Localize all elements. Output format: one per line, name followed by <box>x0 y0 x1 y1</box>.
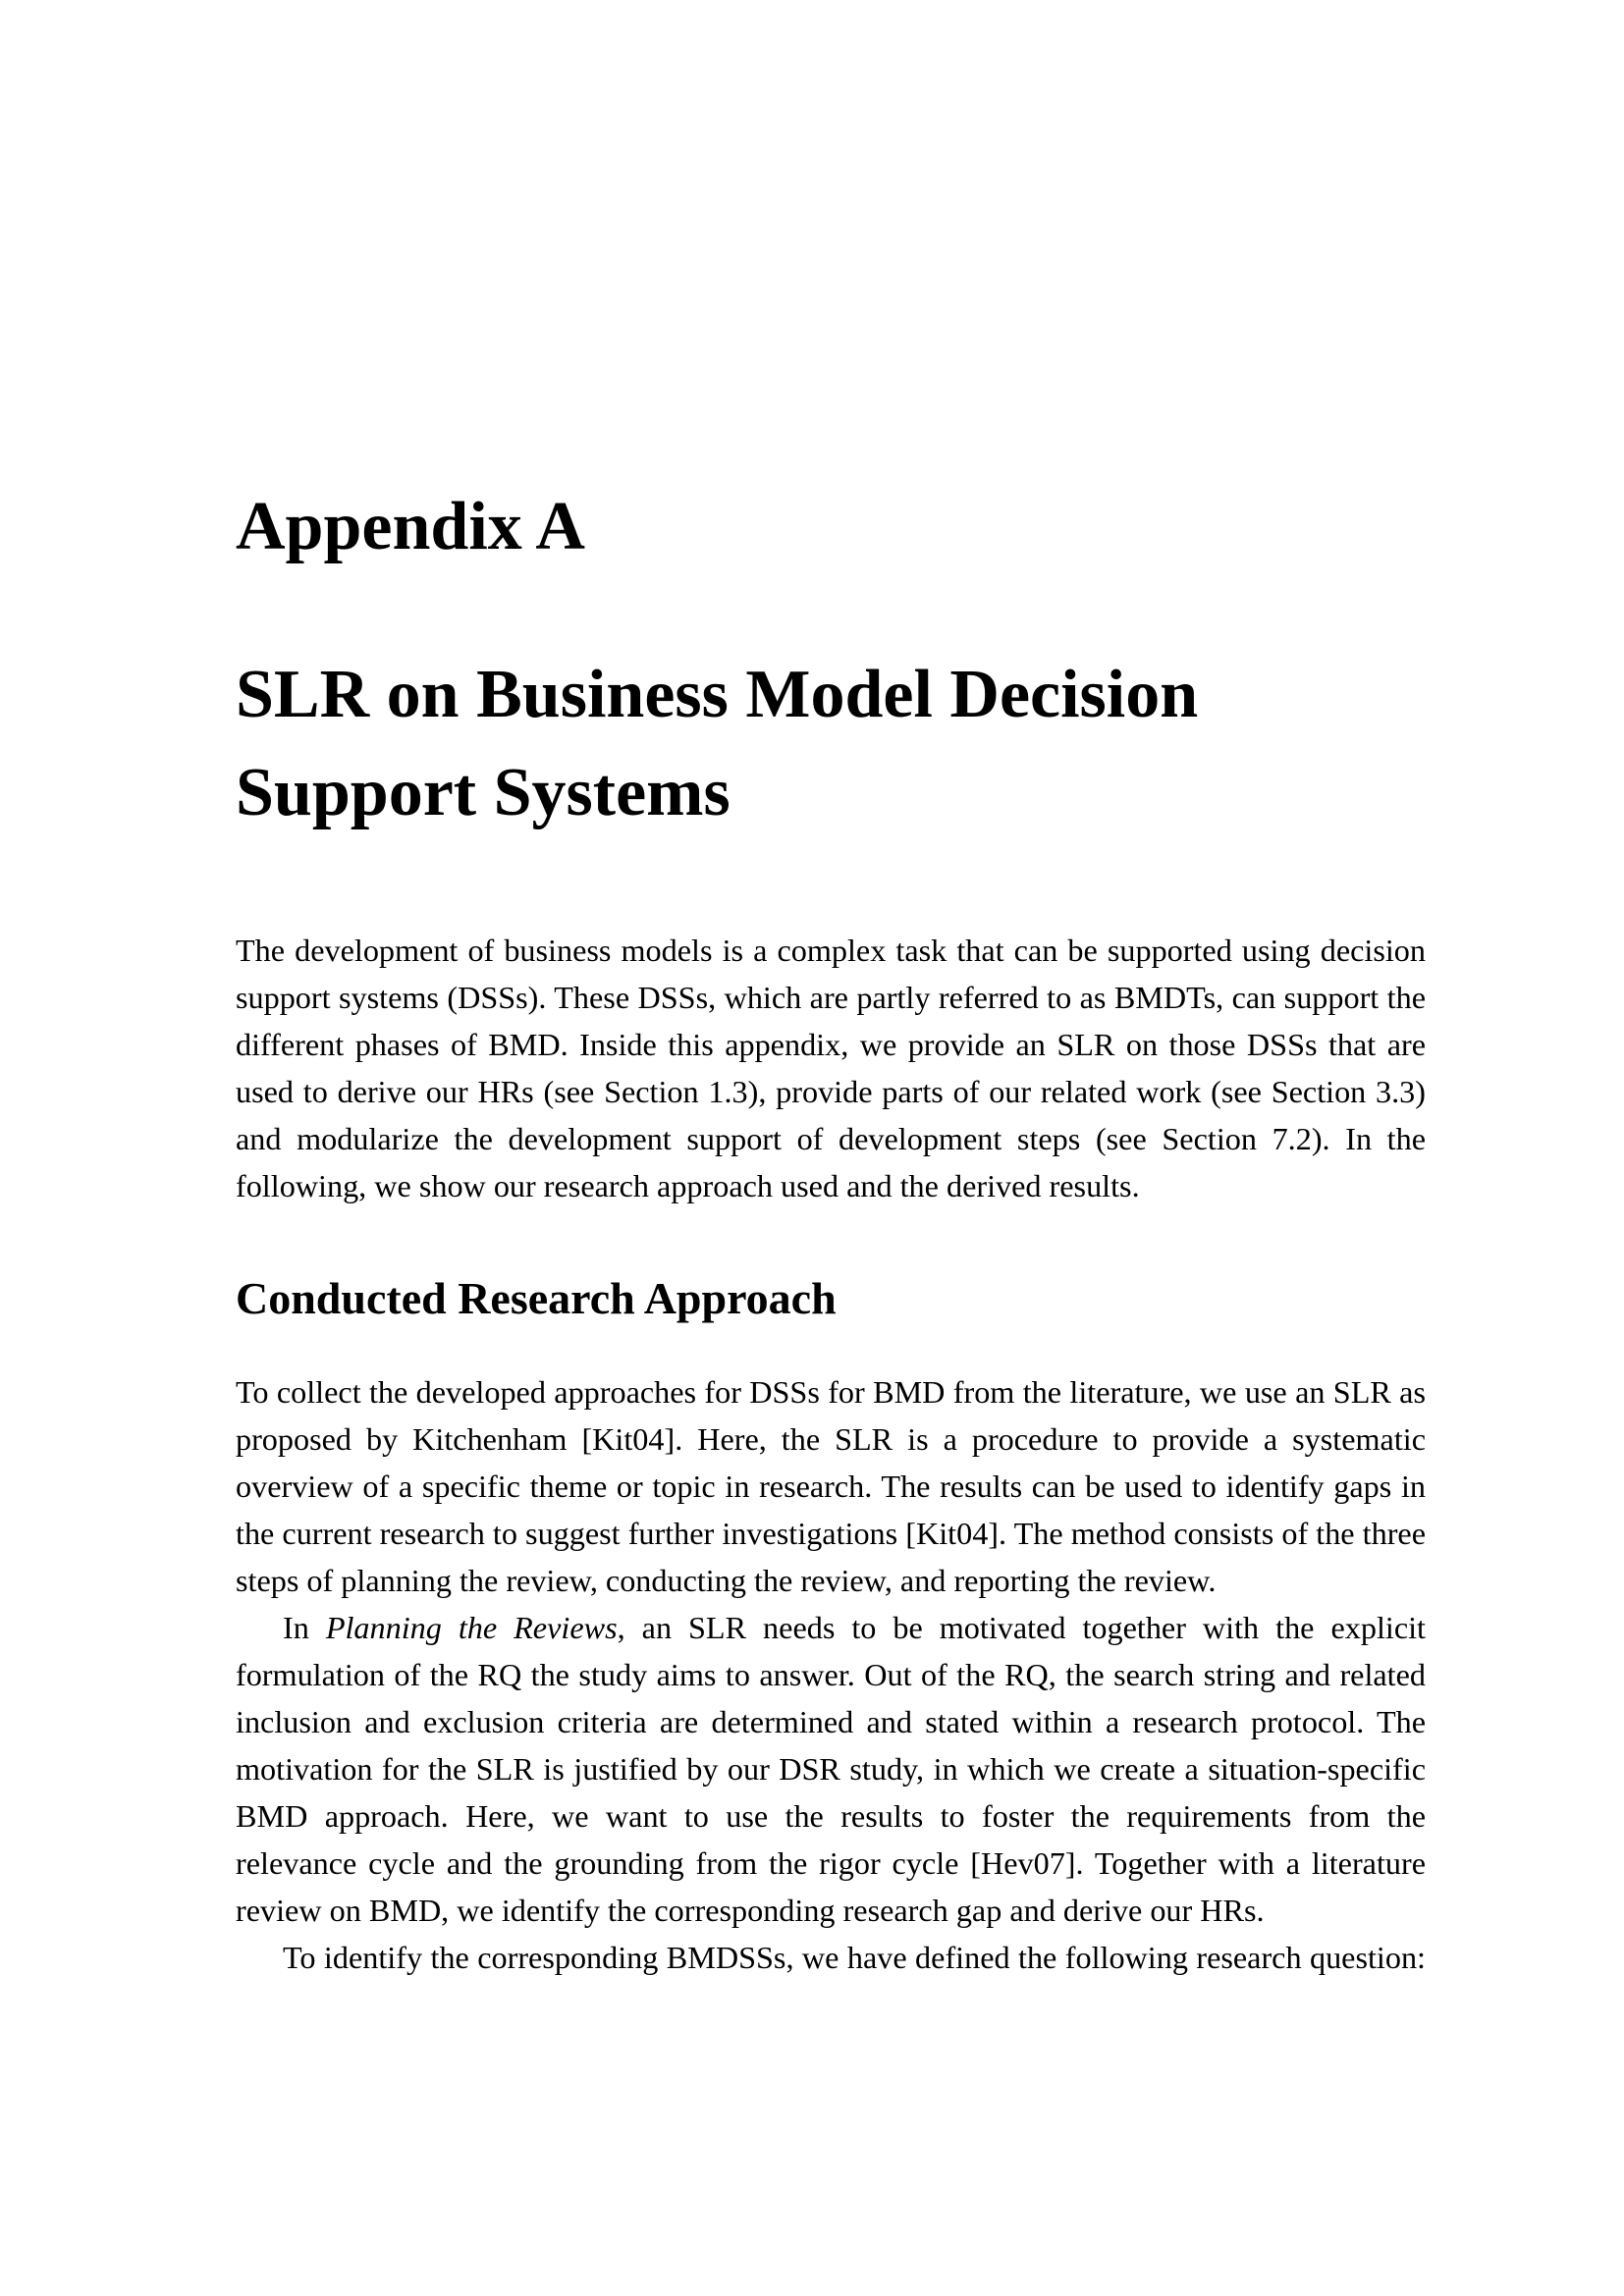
planning-the-reviews-emphasis: Planning the Reviews <box>325 1610 618 1645</box>
section-paragraph-2 <box>236 1604 1426 1934</box>
appendix-label: Appendix A <box>236 489 585 564</box>
section-paragraph-3: To identify the corresponding BMDSSs, we have defined the following research question: <box>283 1940 1426 1975</box>
paragraph-2-lead: In <box>283 1610 326 1645</box>
paragraph-2-rest: , an SLR needs to be motivated together with the explicit formulation of the RQ the study aims to answer. Out of the RQ, the search string and related inclusion and exclusion criteria are determined and stated within a research protocol. The motivation for the SLR is justified by our DSR study, in which we create a situation-specific BMD approach. Here, we want to use the results to foster the requirements from the relevance cycle and the grounding from the rigor cycle [Hev07]. Together with a literature review on BMD, we identify the corresponding research gap and derive our HRs. <box>236 1610 1427 1928</box>
intro-paragraph: The development of business models is a complex task that can be supported using decision support systems (DSSs). These DSSs, which are partly referred to as BMDTs, can support the different phases of BMD. Inside this appendix, we provide an SLR on those DSSs that are used to derive our HRs (see Section 1.3), provide parts of our related work (see Section 3.3) and modularize the development support of development steps (see Section 7.2). In the following, we show our research approach used and the derived results. <box>236 933 1426 1203</box>
intro-block <box>236 927 1426 1209</box>
section-heading: Conducted Research Approach <box>236 1273 837 1323</box>
chapter-title: SLR on Business Model Decision Support Systems <box>236 657 1199 830</box>
section-paragraph-1: To collect the developed approaches for DSSs for BMD from the literature, we use an SLR as proposed by Kitchenham [Kit04]. Here, the SLR is a procedure to provide a systematic overview of a specific theme or topic in research. The results can be used to identify gaps in the current research to suggest further investigations [Kit04]. The method consists of the three steps of planning the review, conducting the review, and reporting the review. <box>236 1374 1426 1598</box>
section-body <box>236 1368 1426 1981</box>
